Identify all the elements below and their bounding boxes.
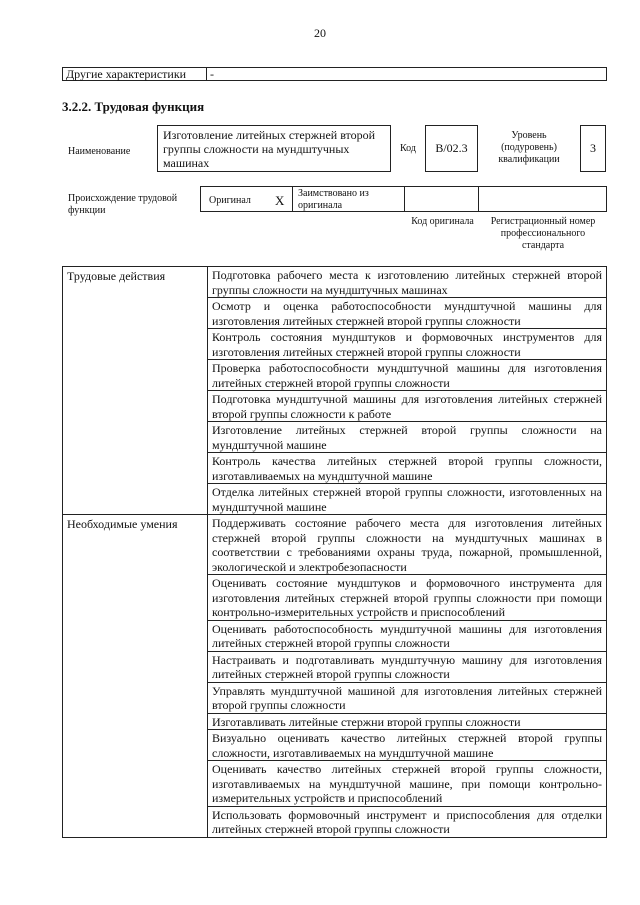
other-characteristics-row xyxy=(62,67,607,81)
original-mark: X xyxy=(275,193,285,208)
name-label: Наименование xyxy=(68,146,131,157)
table-cell: Оценивать работоспособность мундштучной машины для изготовления литейных стержней второй группы сложности xyxy=(208,620,607,651)
table-cell: Управлять мундштучной машиной для изготовления литейных стержней второй группы сложности xyxy=(208,682,607,713)
table-cell: Изготавливать литейные стержни второй группы сложности xyxy=(208,713,607,730)
borrowed-cell: Заимствовано из оригинала xyxy=(292,186,405,212)
level-value-box: 3 xyxy=(580,125,606,172)
table-cell: Визуально оценивать качество литейных стержней второй группы сложности, изготавливаемых на мундштучной машине xyxy=(208,730,607,761)
table-cell: Оценивать состояние мундштуков и формовочного инструмента для изготовления литейных стержней второй группы сложности при помощи контрольно-измерительных устройств и приспособлений xyxy=(208,575,607,621)
code-label: Код xyxy=(400,143,416,154)
code-value-box: B/02.3 xyxy=(425,125,478,172)
origin-box xyxy=(200,186,607,212)
table-cell: Контроль качества литейных стержней второй группы сложности, изготавливаемых на мундштучной машине xyxy=(208,453,607,484)
table-cell: Использовать формовочный инструмент и приспособления для отделки литейных стержней второй группы сложности xyxy=(208,806,607,837)
other-characteristics-value: - xyxy=(210,67,214,81)
code-caption: Код оригинала xyxy=(411,216,474,227)
table-row xyxy=(63,515,607,575)
page-number: 20 xyxy=(314,26,326,40)
table-cell: Настраивать и подготавливать мундштучную машину для изготовления литейных стержней второй группы сложности xyxy=(208,651,607,682)
original-code-cell xyxy=(404,186,479,212)
original-cell xyxy=(200,186,293,212)
group-label: Трудовые действия xyxy=(63,267,208,515)
registration-caption: Регистрационный номер профессионального стандарта xyxy=(490,216,596,251)
section-title: 3.2.2. Трудовая функция xyxy=(62,99,205,114)
original-label: Оригинал xyxy=(209,195,251,206)
function-name-box: Изготовление литейных стержней второй группы сложности на мундштучных машинах xyxy=(157,125,391,172)
level-label: Уровень (подуровень) квалификации xyxy=(498,130,560,165)
table-cell: Подготовка мундштучной машины для изготовления литейных стержней второй группы сложности к работе xyxy=(208,391,607,422)
table-cell: Поддерживать состояние рабочего места для изготовления литейных стержней второй группы сложности на мундштучных машинах в соответствии с требованиями охраны труда, пожарной, промышленной, экологической и электробезопасности xyxy=(208,515,607,575)
group-label: Необходимые умения xyxy=(63,515,208,838)
table-cell: Контроль состояния мундштуков и формовочных инструментов для изготовления литейных стержней второй группы сложности xyxy=(208,329,607,360)
functions-table xyxy=(62,266,607,838)
registration-number-cell xyxy=(478,186,607,212)
table-cell: Подготовка рабочего места к изготовлению литейных стержней второй группы сложности на мундштучных машинах xyxy=(208,267,607,298)
table-cell: Проверка работоспособности мундштучной машины для изготовления литейных стержней второй группы сложности xyxy=(208,360,607,391)
other-characteristics-label: Другие характеристики xyxy=(63,68,207,80)
table-row xyxy=(63,267,607,298)
table-cell: Осмотр и оценка работоспособности мундштучной машины для изготовления литейных стержней второй группы сложности xyxy=(208,298,607,329)
origin-label: Происхождение трудовой функции xyxy=(68,193,178,216)
table-cell: Изготовление литейных стержней второй группы сложности на мундштучной машине xyxy=(208,422,607,453)
table-cell: Отделка литейных стержней второй группы сложности, изготовленных на мундштучной машине xyxy=(208,484,607,515)
table-cell: Оценивать качество литейных стержней второй группы сложности, изготавливаемых на мундштучной машине, при помощи контрольно-измерительных устройств и приспособлений xyxy=(208,761,607,807)
